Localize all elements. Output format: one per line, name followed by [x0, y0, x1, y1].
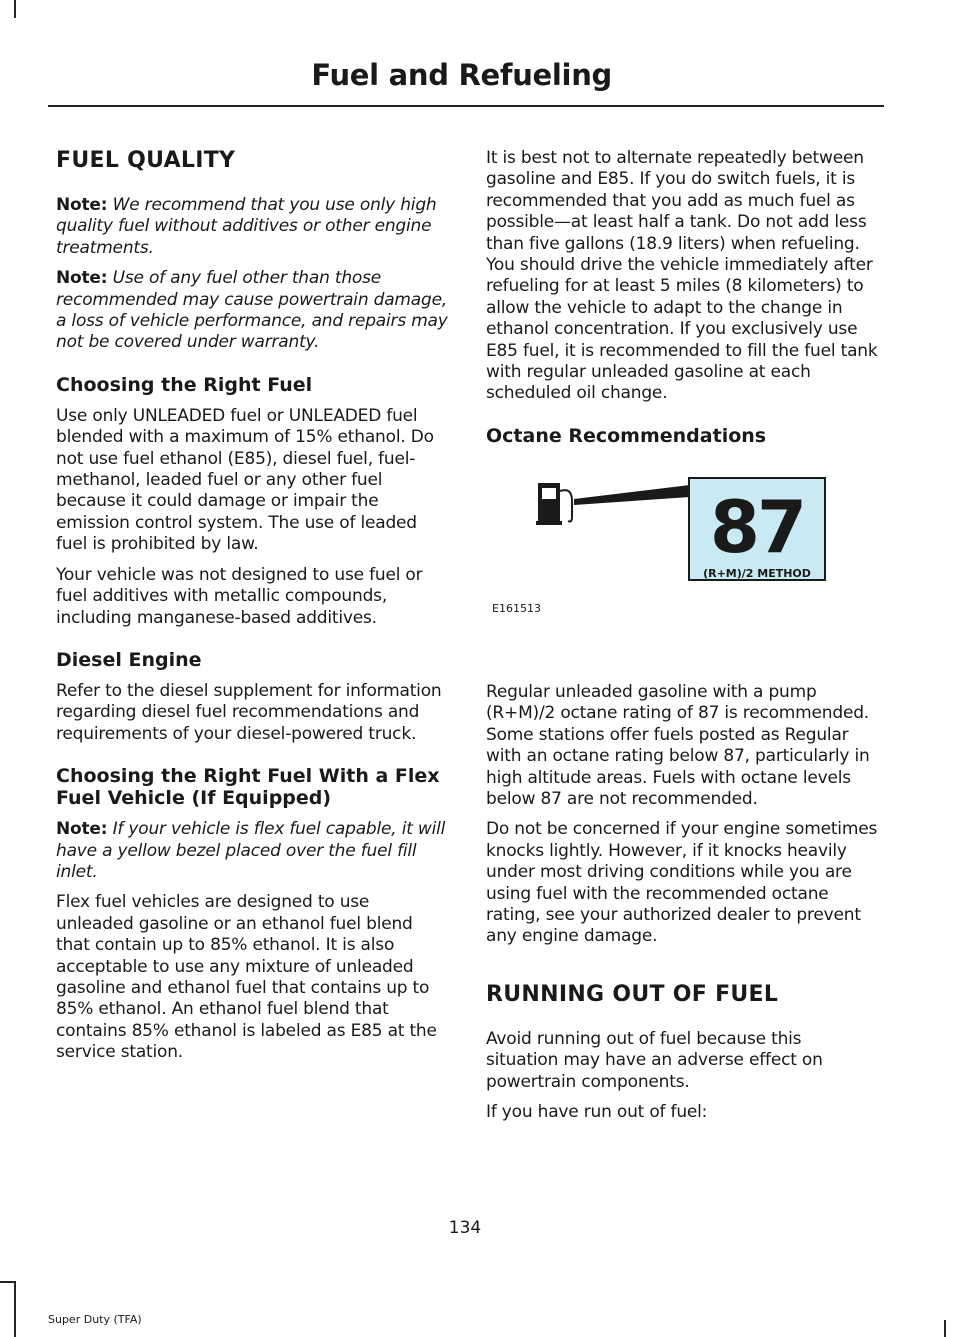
note-label: Note: [56, 819, 108, 840]
choosing-fuel-paragraph-2: Your vehicle was not designed to use fuel or fuel additives with metallic compounds, including manganese-based additives. [56, 564, 423, 628]
fuel-pump-icon [536, 477, 696, 552]
left-column [56, 140, 448, 1073]
crop-mark-bottom-left-h [0, 1281, 16, 1283]
note-text: Use of any fuel other than those recommended may cause powertrain damage, a loss of vehicle performance, and repairs may not be covered under warranty. [56, 268, 448, 353]
octane-method: (R+M)/2 METHOD [703, 566, 811, 580]
diesel-engine-paragraph: Refer to the diesel supplement for information regarding diesel fuel recommendations and requirements of your diesel-powered truck. [56, 680, 442, 744]
crop-mark-bottom-left [14, 1283, 16, 1337]
octane-figure [486, 467, 878, 672]
running-out-heading: RUNNING OUT OF FUEL [486, 981, 779, 1007]
page-number: 134 [448, 1218, 482, 1238]
flex-fuel-paragraph-1: Flex fuel vehicles are designed to use unleaded gasoline or an ethanol fuel blend that contain up to 85% ethanol. It is also acceptable to use any mixture of unleaded gasoline and ethanol fuel that contains up to 85% ethanol. An ethanol fuel blend that contains 85% ethanol is labeled as E85 at the service station. [56, 892, 437, 1063]
note-label: Note: [56, 195, 108, 215]
octane-heading: Octane Recommendations [486, 424, 767, 447]
octane-paragraph-2: Do not be concerned if your engine sometimes knocks lightly. However, if it knocks heavily under most driving conditions while you are using fuel with the recommended octane rating, see your authorized dealer to prevent any engine damage. [486, 819, 878, 947]
note-1 [56, 195, 448, 259]
crop-mark-top-left [14, 0, 16, 18]
octane-value: 87 [709, 484, 805, 569]
fuel-quality-heading: FUEL QUALITY [56, 148, 236, 173]
octane-paragraph-1: Regular unleaded gasoline with a pump (R+M)/2 octane rating of 87 is recommended. Some stations offer fuels posted as Regular with an octane rating below 87, particularly in high altitude areas. Fuels with octane levels below 87 are not recommended. [486, 681, 870, 809]
flex-fuel-heading: Choosing the Right Fuel With a Flex Fuel Vehicle (If Equipped) [56, 765, 440, 810]
choosing-fuel-paragraph-1: Use only UNLEADED fuel or UNLEADED fuel blended with a maximum of 15% ethanol. Do not use fuel ethanol (E85), diesel fuel, fuel-methanol, leaded fuel or any other fuel because it could damage or impair the emission control system. The use of leaded fuel is prohibited by law. [56, 405, 434, 555]
octane-label [688, 477, 826, 581]
flex-fuel-paragraph-2: It is best not to alternate repeatedly between gasoline and E85. If you do switch fuels, it is recommended that you add as much fuel as possible—at least half a tank. Do not add less than five gallons (18.9 liters) when refueling. You should drive the vehicle immediately after refueling for at least 5 miles (8 kilometers) to allow the vehicle to adapt to the change in ethanol concentration. If you exclusively use E85 fuel, it is recommended to fill the fuel tank with regular unleaded gasoline at each scheduled oil change. [486, 148, 878, 404]
footer-text: Super Duty (TFA) [48, 1313, 142, 1326]
page-header-title: Fuel and Refueling [311, 58, 612, 92]
figure-id: E161513 [492, 601, 541, 615]
note-text: We recommend that you use only high quality fuel without additives or other engine treatments. [56, 195, 437, 258]
note-2 [56, 268, 448, 354]
running-out-paragraph-2: If you have run out of fuel: [486, 1101, 708, 1122]
note-label: Note: [56, 268, 108, 289]
note-3 [56, 819, 448, 883]
crop-mark-bottom-right [944, 1320, 946, 1337]
diesel-engine-heading: Diesel Engine [56, 648, 202, 671]
note-text: If your vehicle is flex fuel capable, it will have a yellow bezel placed over the fuel fill inlet. [56, 819, 446, 882]
choosing-fuel-heading: Choosing the Right Fuel [56, 373, 313, 396]
right-column [486, 148, 878, 1132]
header-divider [48, 105, 884, 107]
running-out-paragraph-1: Avoid running out of fuel because this situation may have an adverse effect on powertrain components. [486, 1028, 823, 1092]
